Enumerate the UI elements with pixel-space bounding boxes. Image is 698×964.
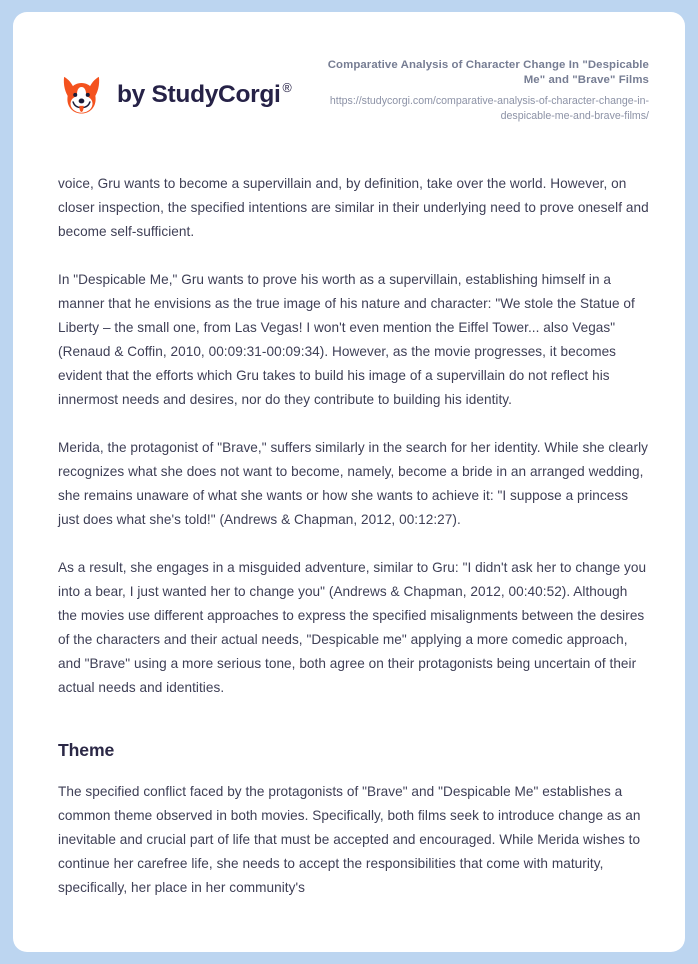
document-card bbox=[13, 12, 685, 952]
brand-logo[interactable] bbox=[58, 58, 291, 118]
source-url[interactable]: https://studycorgi.com/comparative-analysis-of-character-change-in-despicable-me-and-brave-films/ bbox=[329, 95, 649, 122]
registered-trademark-icon: ® bbox=[282, 81, 292, 96]
brand-name-text: by StudyCorgi bbox=[117, 80, 281, 108]
paragraph: The specified conflict faced by the protagonists of "Brave" and "Despicable Me" establishes a common theme observed in both movies. Specifically, both films seek to introduce change as an inevitable and crucial part of life that must be accepted and encouraged. While Merida wishes to continue her carefree life, she needs to accept the responsibilities that come with maturity, specifically, her place in her community's bbox=[58, 784, 641, 895]
document-header bbox=[13, 12, 685, 124]
corgi-head-icon bbox=[58, 71, 105, 118]
paragraph: Merida, the protagonist of "Brave," suffers similarly in the search for her identity. While she clearly recognizes what she does not want to become, namely, become a bride in an arranged wedding, she remains unaware of what she wants or how she wants to achieve it: "I suppose a princess just does what she's told!" (Andrews & Chapman, 2012, 00:12:27). bbox=[58, 440, 649, 527]
paragraph: In "Despicable Me," Gru wants to prove his worth as a supervillain, establishing himself in a manner that he envisions as the true image of his nature and character: "We stole the Statue of Liberty – the small one, from Las Vegas! I won't even mention the Eiffel Tower... also Vegas" (Renaud & Coffin, 2010, 00:09:31-00:09:34). However, as the movie progresses, it becomes evident that the efforts which Gru takes to build his image of a supervillain do not reflect his innermost needs and desires, nor do they contribute to building his identity. bbox=[58, 272, 635, 407]
brand-wordmark bbox=[117, 81, 291, 109]
section-heading-theme: Theme bbox=[58, 740, 115, 760]
header-meta bbox=[291, 58, 649, 124]
document-content bbox=[13, 172, 685, 900]
page-title: Comparative Analysis of Character Change In "Despicable Me" and "Brave" Films bbox=[327, 59, 649, 86]
paragraph: voice, Gru wants to become a supervillain and, by definition, take over the world. However, on closer inspection, the specified intentions are similar in their underlying need to prove oneself and become self-sufficient. bbox=[58, 176, 649, 239]
paragraph: As a result, she engages in a misguided adventure, similar to Gru: "I didn't ask her to change you into a bear, I just wanted her to change you" (Andrews & Chapman, 2012, 00:40:52). Although the movies use different approaches to express the specified misalignments between the desires of the characters and their actual needs, "Despicable me" applying a more comedic approach, and "Brave" using a more serious tone, both agree on their protagonists being uncertain of their actual needs and identities. bbox=[58, 560, 647, 695]
